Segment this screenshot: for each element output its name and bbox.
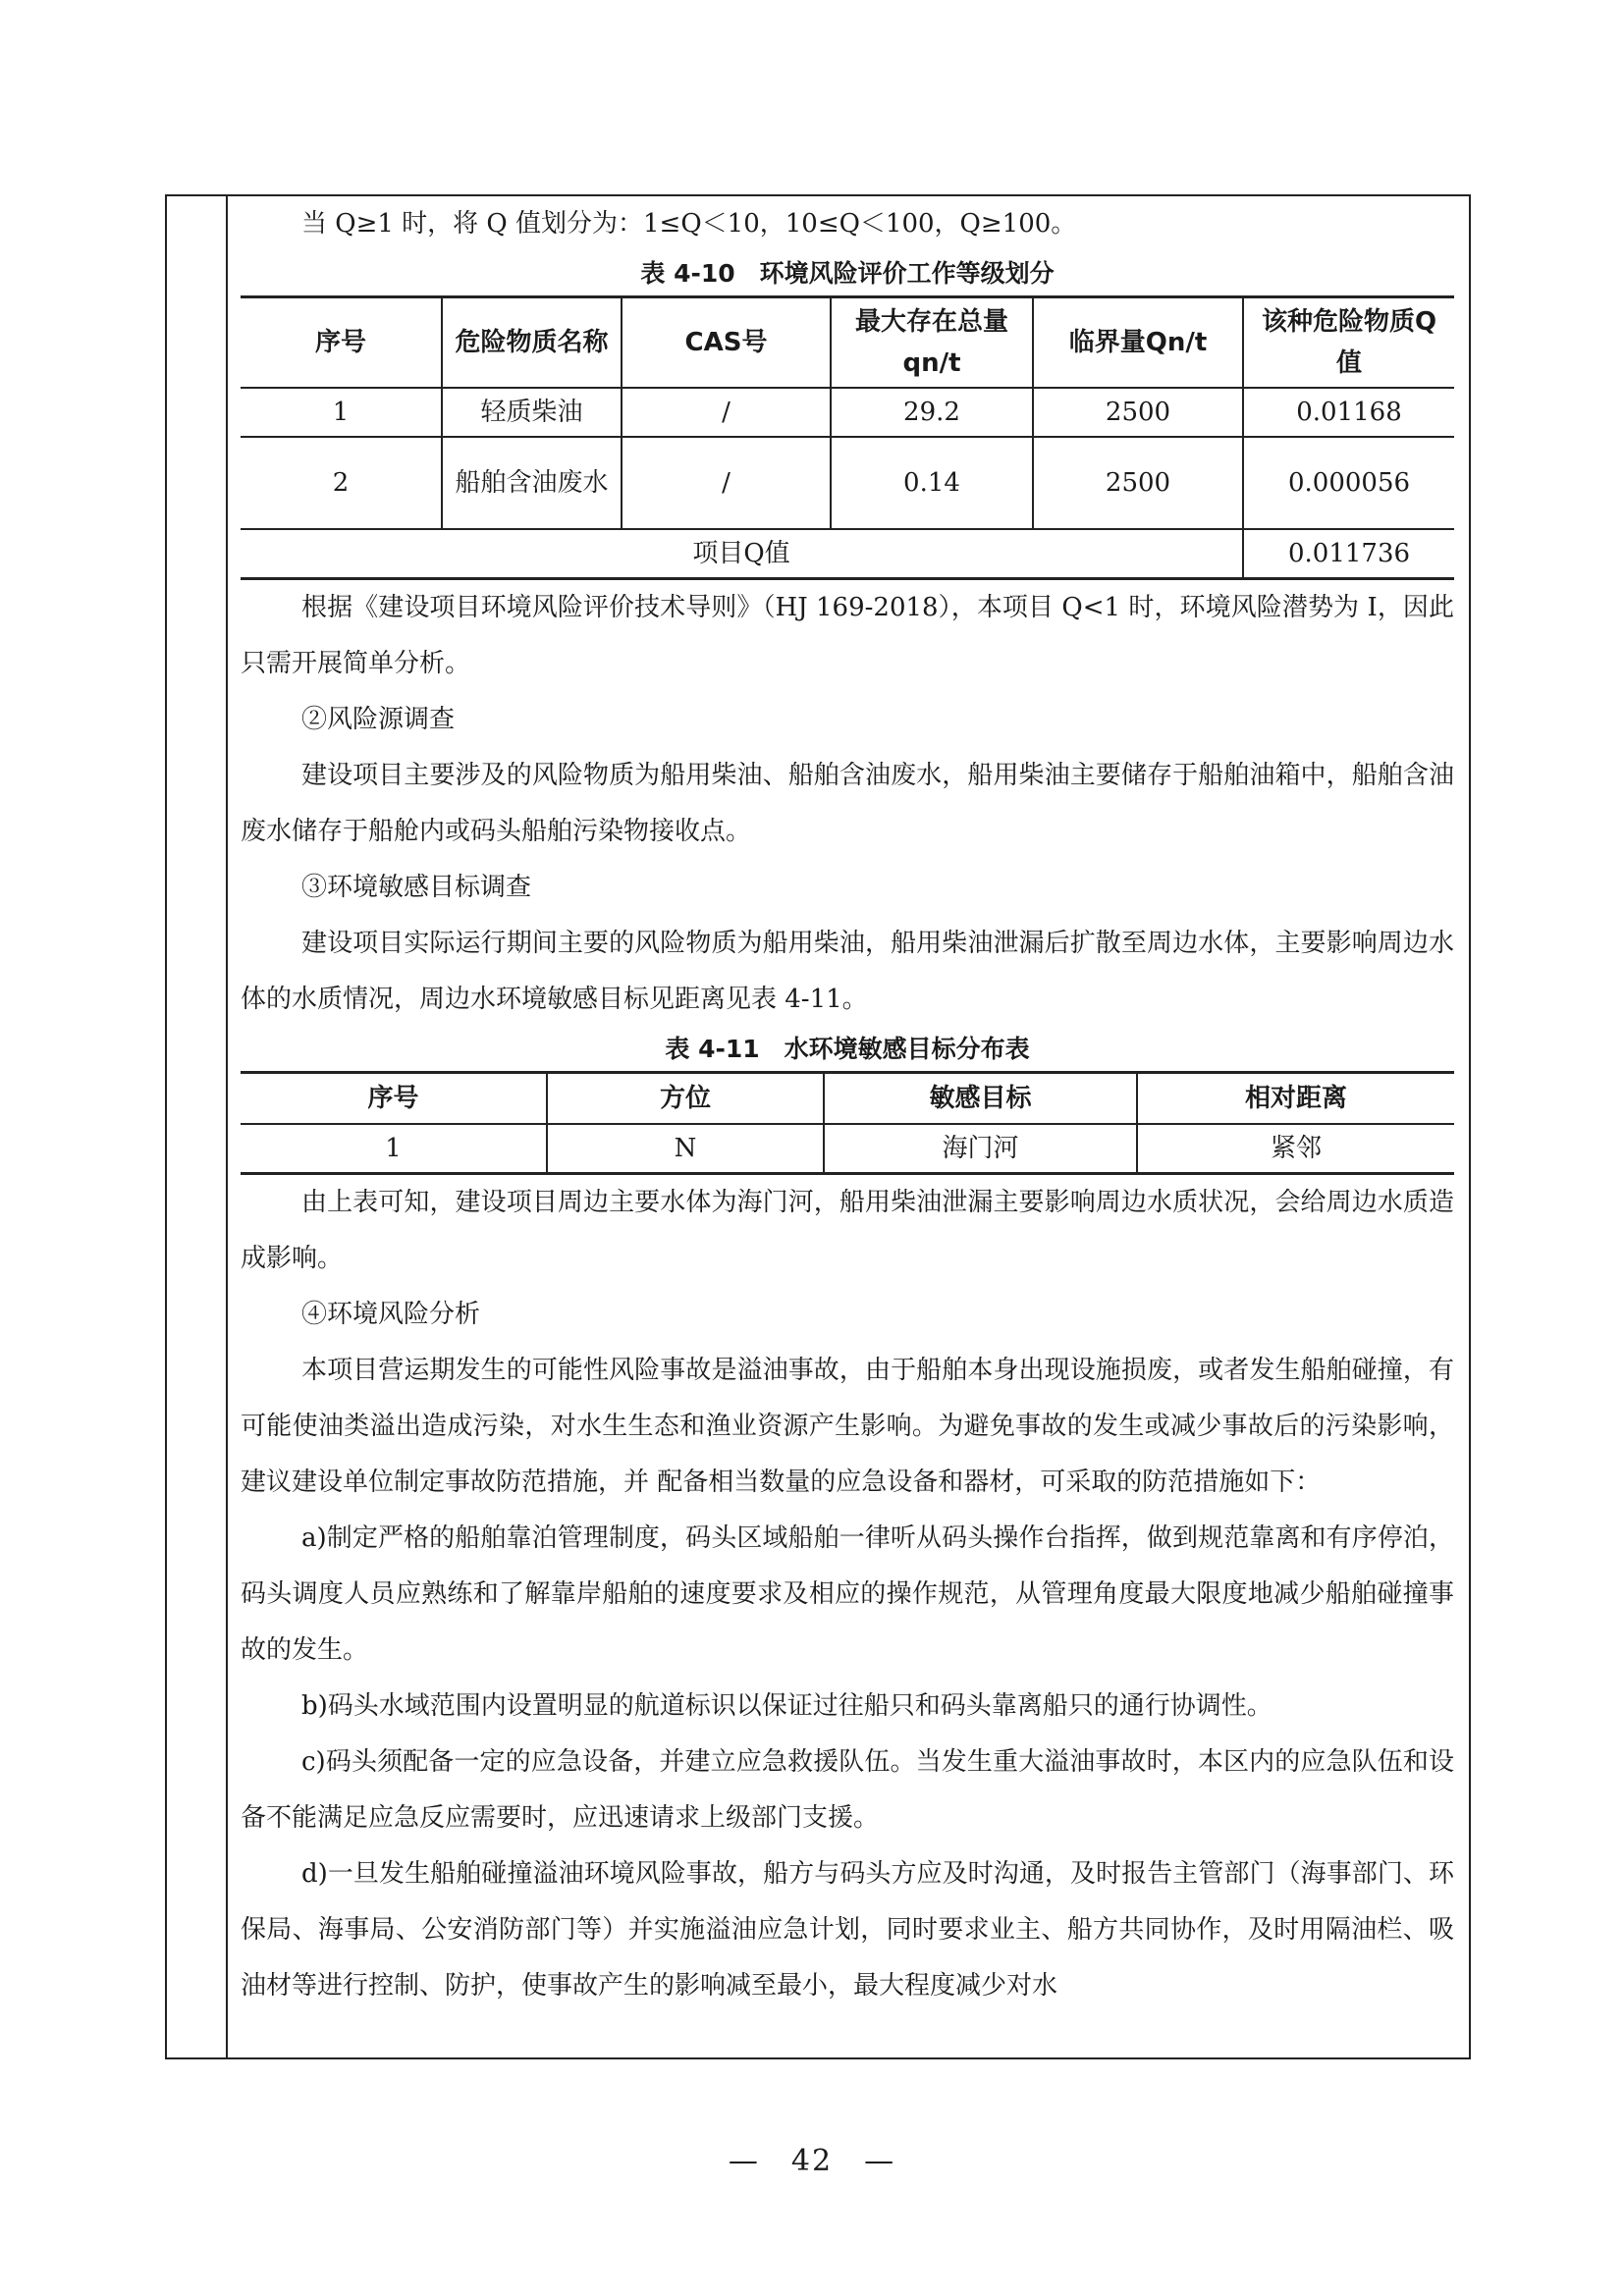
measure-d-paragraph: d)一旦发生船舶碰撞溢油环境风险事故，船方与码头方应及时沟通，及时报告主管部门（海事部门、环保局、海事局、公安消防部门等）并实施溢油应急计划，同时要求业主、船方共同协作，及时用隔油栏、吸油材等进行控制、防护，使事故产生的影响减至最小，最大程度减少对水 [241, 1859, 1454, 2001]
table-row [241, 388, 1454, 437]
total-value: 0.011736 [1243, 529, 1454, 579]
table-cell: / [622, 437, 831, 529]
table-cell: 29.2 [831, 388, 1033, 437]
table-cell: 2500 [1033, 388, 1243, 437]
table-header-row [241, 297, 1454, 389]
measure-b-paragraph: b)码头水域范围内设置明显的航道标识以保证过往船只和码头靠离船只的通行协调性。 [301, 1691, 1272, 1721]
page-number: — 42 — [728, 2144, 896, 2178]
water-impact-paragraph: 由上表可知，建设项目周边主要水体为海门河，船用柴油泄漏主要影响周边水质状况，会给周边水质造成影响。 [241, 1188, 1454, 1273]
column-header: 临界量Qn/t [1033, 297, 1243, 389]
table-cell: 海门河 [824, 1124, 1137, 1174]
table-cell: / [622, 388, 831, 437]
page-content [241, 196, 1454, 2014]
measure-c-paragraph: c)码头须配备一定的应急设备，并建立应急救援队伍。当发生重大溢油事故时，本区内的应急队伍和设备不能满足应急反应需要时，应迅速请求上级部门支援。 [241, 1747, 1454, 1833]
table-4-10-title: 表 4-10 环境风险评价工作等级划分 [640, 259, 1055, 288]
table-cell: 2 [241, 437, 442, 529]
column-header: CAS号 [622, 297, 831, 389]
column-header: 序号 [241, 1073, 547, 1125]
risk-source-paragraph: 建设项目主要涉及的风险物质为船用柴油、船舶含油废水，船用柴油主要储存于船舶油箱中，船舶含油废水储存于船舱内或码头船舶污染物接收点。 [241, 761, 1454, 846]
column-header: 最大存在总量qn/t [831, 297, 1033, 389]
table-cell: N [547, 1124, 824, 1174]
table-cell: 0.14 [831, 437, 1033, 529]
table-header-row [241, 1073, 1454, 1125]
column-header: 方位 [547, 1073, 824, 1125]
sensitive-target-table [241, 1071, 1454, 1175]
column-header: 敏感目标 [824, 1073, 1137, 1125]
column-header: 相对距离 [1137, 1073, 1454, 1125]
table-cell: 1 [241, 1124, 547, 1174]
column-header: 该种危险物质Q值 [1243, 297, 1454, 389]
column-header: 序号 [241, 297, 442, 389]
risk-analysis-paragraph: 本项目营运期发生的可能性风险事故是溢油事故，由于船舶本身出现设施损废，或者发生船舶碰撞，有可能使油类溢出造成污染，对水生生态和渔业资源产生影响。为避免事故的发生或减少事故后的污染影响，建议建设单位制定事故防范措施，并 配备相当数量的应急设备和器材，可采取的防范措施如下： [241, 1356, 1454, 1497]
table-cell: 0.01168 [1243, 388, 1454, 437]
measure-a-paragraph: a)制定严格的船舶靠泊管理制度，码头区域船舶一律听从码头操作台指挥，做到规范靠离和有序停泊，码头调度人员应熟练和了解靠岸船舶的速度要求及相应的操作规范，从管理角度最大限度地减少船舶碰撞事故的发生。 [241, 1523, 1454, 1665]
risk-analysis-heading: ④环境风险分析 [301, 1300, 481, 1329]
sensitive-target-paragraph: 建设项目实际运行期间主要的风险物质为船用柴油，船用柴油泄漏后扩散至周边水体，主要影响周边水体的水质情况，周边水环境敏感目标见距离见表 4-11。 [241, 929, 1454, 1014]
column-header: 危险物质名称 [442, 297, 622, 389]
table-cell: 2500 [1033, 437, 1243, 529]
guideline-paragraph: 根据《建设项目环境风险评价技术导则》（HJ 169-2018），本项目 Q<1 时，环境风险潜势为 I，因此只需开展简单分析。 [241, 593, 1454, 678]
frame-divider [226, 196, 228, 2057]
total-label: 项目Q值 [241, 529, 1243, 579]
risk-source-heading: ②风险源调查 [301, 705, 456, 734]
table-cell: 0.000056 [1243, 437, 1454, 529]
table-row [241, 1124, 1454, 1174]
table-total-row [241, 529, 1454, 579]
table-cell: 船舶含油废水 [442, 437, 622, 529]
intro-paragraph: 当 Q≥1 时，将 Q 值划分为：1≤Q＜10，10≤Q＜100，Q≥100。 [301, 209, 1077, 239]
table-row [241, 437, 1454, 529]
table-cell: 1 [241, 388, 442, 437]
table-cell: 轻质柴油 [442, 388, 622, 437]
table-cell: 紧邻 [1137, 1124, 1454, 1174]
risk-level-table [241, 295, 1454, 580]
table-4-11-title: 表 4-11 水环境敏感目标分布表 [665, 1035, 1030, 1063]
sensitive-target-heading: ③环境敏感目标调查 [301, 873, 532, 902]
